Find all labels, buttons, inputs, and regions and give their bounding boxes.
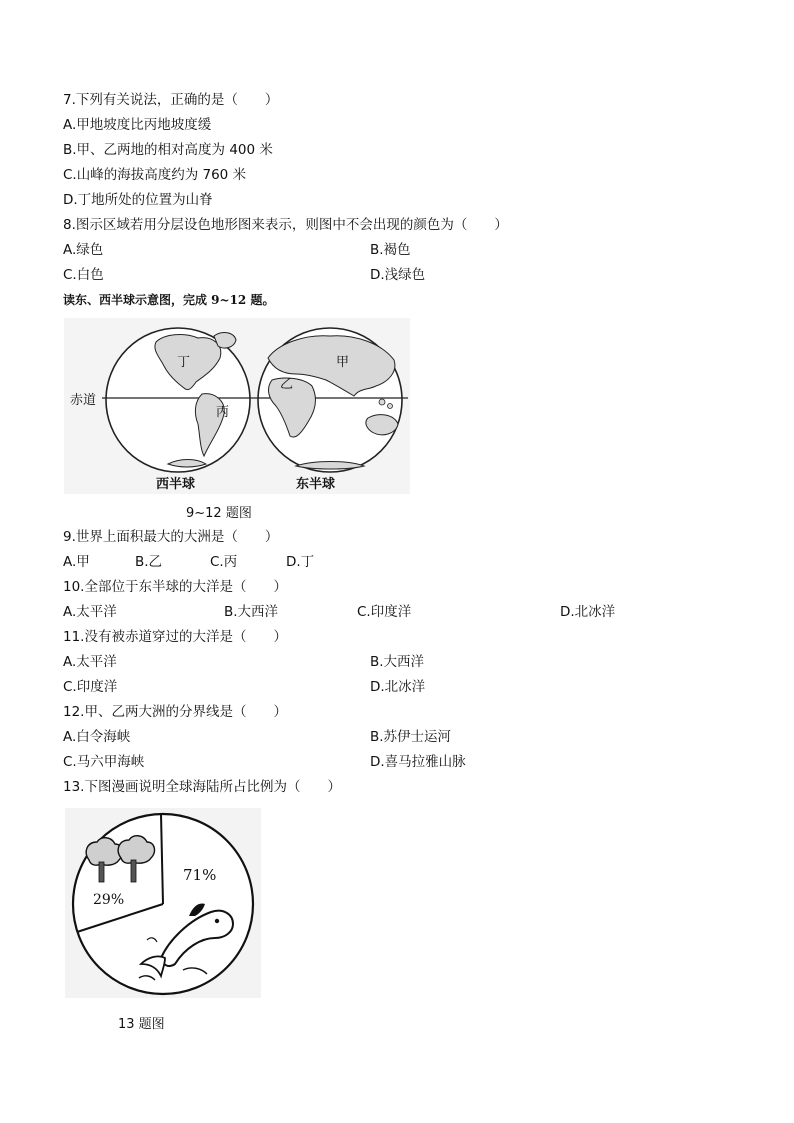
q13-stem: 13.下图漫画说明全球海陆所占比例为（ ） — [63, 779, 341, 795]
q7-stem: 7.下列有关说法，正确的是（ ） — [63, 92, 279, 108]
land-ocean-cartoon — [65, 808, 261, 998]
q12-option-d: D.喜马拉雅山脉 — [370, 754, 466, 770]
instruction-text: 读东、西半球示意图，完成 9~12 题。 — [63, 293, 275, 307]
q7-option-b: B.甲、乙两地的相对高度为 400 米 — [63, 142, 273, 158]
q11-option-c: C.印度洋 — [63, 679, 118, 695]
q8-stem: 8.图示区域若用分层设色地形图来表示，则图中不会出现的颜色为（ ） — [63, 217, 508, 233]
mark-yi: 乙 — [280, 377, 294, 392]
q7-option-c: C.山峰的海拔高度约为 760 米 — [63, 167, 247, 183]
q10-option-b: B.大西洋 — [224, 604, 279, 620]
west-hemisphere-label: 西半球 — [156, 477, 196, 492]
q9-option-c: C.丙 — [210, 554, 238, 570]
q11-option-b: B.大西洋 — [370, 654, 425, 670]
q8-option-d: D.浅绿色 — [370, 267, 426, 283]
q12-option-b: B.苏伊士运河 — [370, 729, 452, 745]
pie-caption: 13 题图 — [118, 1017, 165, 1032]
q9-option-a: A.甲 — [63, 554, 90, 570]
q9-option-d: D.丁 — [286, 554, 315, 570]
hemisphere-map — [64, 318, 410, 494]
q9-stem: 9.世界上面积最大的大洲是（ ） — [63, 529, 279, 545]
q11-option-a: A.太平洋 — [63, 654, 117, 670]
q8-option-b: B.褐色 — [370, 242, 411, 258]
mark-jia: 甲 — [336, 355, 350, 370]
mark-ding: 丁 — [177, 355, 191, 370]
east-hemisphere-label: 东半球 — [296, 477, 336, 492]
ocean-percent-label: 71% — [183, 866, 217, 884]
q7-option-d: D.丁地所处的位置为山脊 — [63, 192, 213, 208]
q9-option-b: B.乙 — [135, 554, 163, 570]
q10-option-d: D.北冰洋 — [560, 604, 616, 620]
q11-stem: 11.没有被赤道穿过的大洋是（ ） — [63, 629, 287, 645]
q8-option-a: A.绿色 — [63, 242, 104, 258]
mark-bing: 丙 — [216, 405, 230, 420]
equator-label: 赤道 — [70, 393, 97, 408]
q11-option-d: D.北冰洋 — [370, 679, 426, 695]
q12-stem: 12.甲、乙两大洲的分界线是（ ） — [63, 704, 287, 720]
q10-stem: 10.全部位于东半球的大洋是（ ） — [63, 579, 287, 595]
q8-option-c: C.白色 — [63, 267, 104, 283]
land-percent-label: 29% — [93, 892, 125, 908]
q12-option-a: A.白令海峡 — [63, 729, 131, 745]
q10-option-a: A.太平洋 — [63, 604, 117, 620]
q10-option-c: C.印度洋 — [357, 604, 412, 620]
q12-option-c: C.马六甲海峡 — [63, 754, 145, 770]
map-caption: 9~12 题图 — [186, 506, 252, 521]
q7-option-a: A.甲地坡度比丙地坡度缓 — [63, 117, 212, 133]
